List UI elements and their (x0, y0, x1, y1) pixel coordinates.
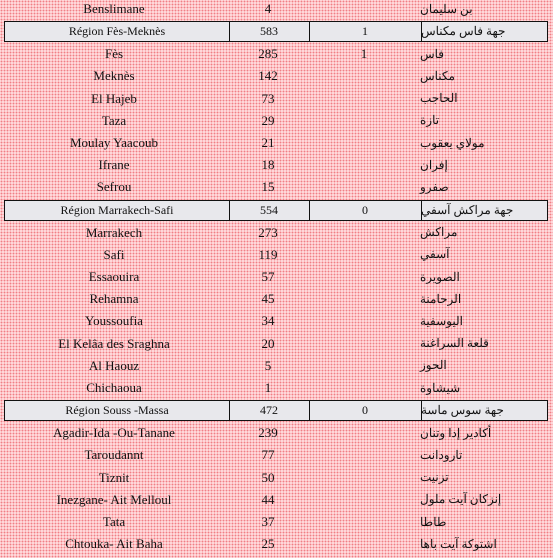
province-name-fr: El Hajeb (91, 90, 137, 106)
province-extra-value (308, 176, 420, 198)
region-count: 472 (229, 401, 310, 420)
province-name-ar: الحوز (420, 358, 447, 373)
province-extra-value (308, 110, 420, 132)
region-name-ar: جهة فاس مكناس (421, 24, 506, 39)
province-name-fr: Fès (104, 46, 124, 62)
table-row (0, 0, 553, 20)
province-name-fr: Tiznit (98, 469, 130, 485)
province-extra-value (308, 355, 420, 377)
table-row (0, 222, 553, 244)
province-extra-value (308, 377, 420, 399)
province-count: 4 (264, 1, 272, 17)
province-count: 29 (261, 112, 275, 128)
province-name-fr: Taza (101, 112, 127, 128)
province-count: 119 (258, 246, 278, 262)
province-extra-value: 1 (360, 46, 368, 62)
province-count: 77 (261, 447, 275, 463)
table-row (0, 310, 553, 332)
province-count: 73 (261, 90, 275, 106)
table-row (0, 65, 553, 87)
province-count: 45 (261, 291, 275, 307)
table-row (0, 444, 553, 466)
province-count: 37 (261, 514, 275, 530)
region-name-fr: Région Marrakech-Safi (5, 201, 230, 220)
table-row (0, 489, 553, 511)
province-name-fr: Tata (102, 514, 126, 530)
province-extra-value (308, 154, 420, 176)
province-count: 273 (258, 224, 278, 240)
province-extra-value (308, 222, 420, 244)
province-extra-value (308, 511, 420, 533)
province-name-ar: اشتوكة آيت باها (420, 536, 497, 551)
province-name-fr: Rehamna (89, 291, 139, 307)
province-name-fr: Inezgane- Ait Melloul (56, 491, 172, 507)
province-count: 21 (261, 135, 275, 151)
province-extra-value (308, 467, 420, 489)
province-name-ar: مكناس (420, 68, 455, 83)
table-row (0, 533, 553, 555)
province-name-ar: الصويرة (420, 269, 460, 284)
province-name-fr: Taroudannt (84, 447, 144, 463)
province-count: 239 (258, 425, 278, 441)
region-name-ar: جهة سوس ماسة (421, 403, 504, 418)
province-count: 20 (261, 335, 275, 351)
province-count: 142 (258, 68, 278, 84)
province-extra-value (308, 88, 420, 110)
table-row (0, 377, 553, 399)
province-name-fr: Sefrou (96, 179, 132, 195)
province-name-fr: Al Haouz (88, 357, 140, 373)
province-extra-value (308, 489, 420, 511)
province-name-ar: تازة (420, 113, 440, 128)
province-name-ar: إفران (420, 157, 448, 172)
province-extra-value (308, 266, 420, 288)
province-name-ar: إنزكان آيت ملول (420, 492, 502, 507)
province-name-fr: Youssoufia (85, 313, 143, 329)
province-extra-value (308, 310, 420, 332)
province-count: 57 (261, 269, 275, 285)
province-name-fr: Agadir-Ida -Ou-Tanane (53, 425, 175, 441)
province-name-fr: Marrakech (85, 224, 143, 240)
province-name-ar: اليوسفية (420, 313, 463, 328)
province-name-fr: Safi (103, 246, 125, 262)
region-extra-value: 1 (309, 22, 422, 41)
province-count: 285 (258, 46, 278, 62)
region-header-row (4, 21, 548, 42)
table-row (0, 176, 553, 198)
province-extra-value (308, 0, 420, 20)
region-name-ar: جهة مراكش آسفي (421, 202, 514, 217)
table-row (0, 266, 553, 288)
region-count: 583 (229, 22, 310, 41)
province-count: 25 (261, 536, 275, 552)
region-header-row (4, 400, 548, 421)
province-name-fr: Benslimane (83, 1, 145, 17)
province-name-ar: قلعة السراغنة (420, 336, 489, 351)
province-name-ar: شيشاوة (420, 380, 461, 395)
province-name-fr: Chtouka- Ait Baha (65, 536, 163, 552)
province-name-fr: Essaouira (88, 269, 140, 285)
province-name-fr: El Kelâa des Sraghna (58, 335, 170, 351)
province-count: 18 (261, 157, 275, 173)
province-name-ar: بن سليمان (420, 1, 473, 16)
province-count: 5 (264, 357, 272, 373)
province-name-ar: صفرو (420, 179, 449, 194)
province-name-fr: Ifrane (98, 157, 130, 173)
region-name-fr: Région Fès-Meknès (5, 22, 230, 41)
province-extra-value (308, 132, 420, 154)
table-row (0, 154, 553, 176)
table-row (0, 110, 553, 132)
province-name-ar: طاطا (420, 514, 447, 529)
province-extra-value (308, 65, 420, 87)
province-count: 34 (261, 313, 275, 329)
region-extra-value: 0 (309, 401, 422, 420)
table-row (0, 355, 553, 377)
province-name-fr: Chichaoua (86, 380, 142, 396)
region-count: 554 (229, 201, 310, 220)
province-count: 15 (261, 179, 275, 195)
table-row (0, 132, 553, 154)
province-name-ar: أكادير إدا وتنان (420, 425, 492, 440)
province-name-ar: آسفي (420, 247, 450, 262)
province-name-ar: الرحامنة (420, 291, 462, 306)
table-row (0, 288, 553, 310)
province-count: 50 (261, 469, 275, 485)
province-name-ar: تزنيت (420, 470, 449, 485)
province-name-ar: مولاي يعقوب (420, 135, 485, 150)
table-row (0, 511, 553, 533)
province-extra-value (308, 333, 420, 355)
province-name-ar: مراكش (420, 225, 458, 240)
table-row (0, 467, 553, 489)
province-name-ar: تارودانت (420, 447, 463, 462)
province-extra-value (308, 422, 420, 444)
table-row (0, 43, 553, 65)
region-name-fr: Région Souss -Massa (5, 401, 230, 420)
province-extra-value (308, 288, 420, 310)
province-count: 44 (261, 491, 275, 507)
province-name-ar: الحاجب (420, 91, 458, 106)
province-extra-value (308, 444, 420, 466)
table-row (0, 333, 553, 355)
table-row (0, 244, 553, 266)
region-extra-value: 0 (309, 201, 422, 220)
table-row (0, 88, 553, 110)
table-row (0, 422, 553, 444)
province-extra-value (308, 533, 420, 555)
region-header-row (4, 200, 548, 221)
province-extra-value (308, 244, 420, 266)
province-name-ar: فاس (420, 46, 445, 61)
province-count: 1 (264, 380, 272, 396)
province-name-fr: Meknès (93, 68, 135, 84)
province-name-fr: Moulay Yaacoub (69, 135, 159, 151)
